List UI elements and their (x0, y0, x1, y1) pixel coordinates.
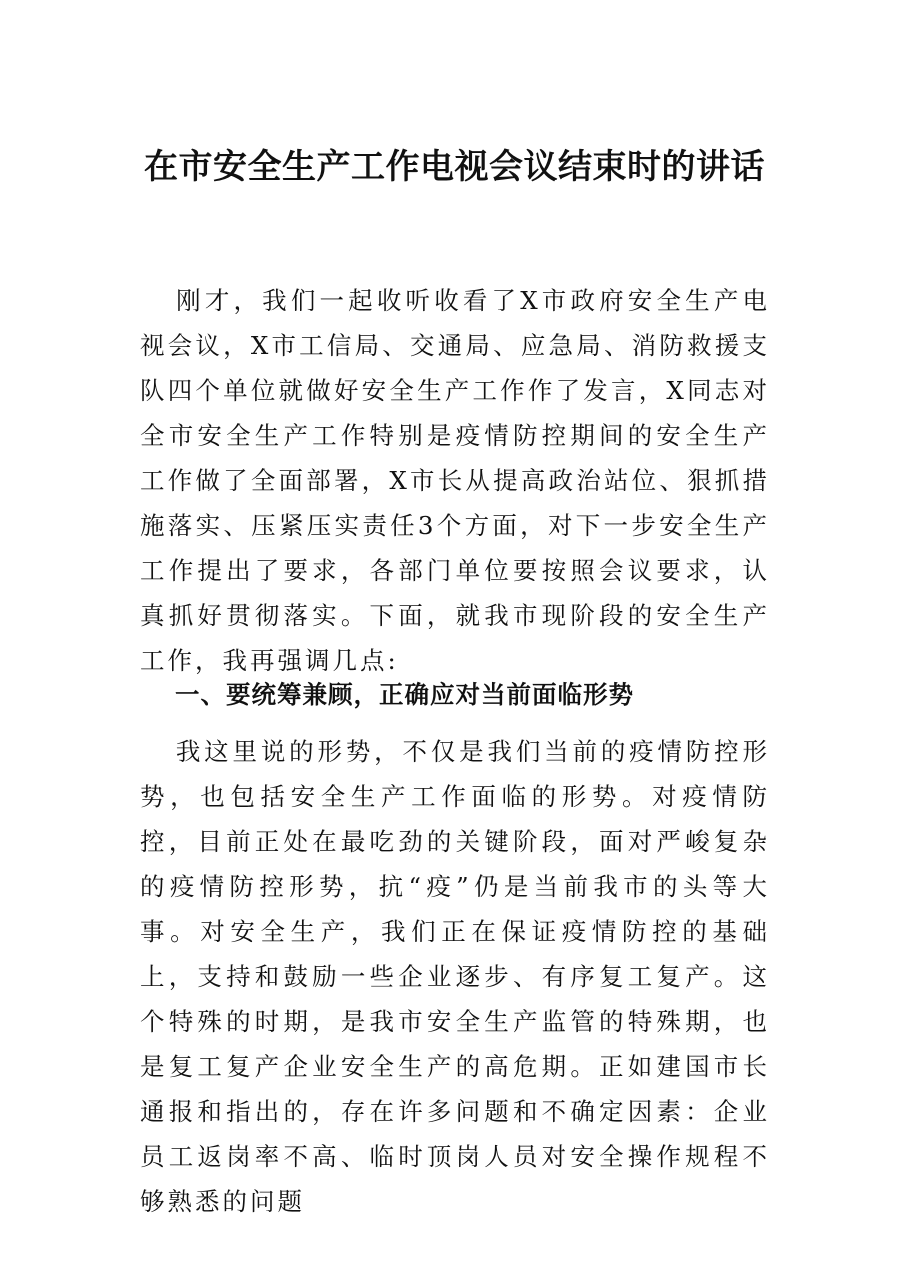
body-paragraph-1 (140, 278, 770, 683)
section-1-heading: 一、要统筹兼顾，正确应对当前面临形势 (175, 680, 634, 709)
body-paragraph-1-text: 刚才，我们一起收听收看了X市政府安全生产电视会议，X市工信局、交通局、应急局、消防救援支队四个单位就做好安全生产工作作了发言，X同志对全市安全生产工作特别是疫情防控期间的安全生产工作做了全面部署，X市长从提高政治站位、狠抓措施落实、压紧压实责任3个方面，对下一步安全生产工作提出了要求，各部门单位要按照会议要求，认真抓好贯彻落实。下面，就我市现阶段的安全生产工作，我再强调几点: (140, 286, 770, 675)
body-paragraph-2 (140, 729, 770, 1224)
body-paragraph-2-text: 我这里说的形势，不仅是我们当前的疫情防控形势，也包括安全生产工作面临的形势。对疫情防控，目前正处在最吃劲的关键阶段，面对严峻复杂的疫情防控形势，抗“疫”仍是当前我市的头等大事。对安全生产，我们正在保证疫情防控的基础上，支持和鼓励一些企业逐步、有序复工复产。这个特殊的时期，是我市安全生产监管的特殊期，也是复工复产企业安全生产的高危期。正如建国市长通报和指出的，存在许多问题和不确定因素：企业员工返岗率不高、临时顶岗人员对安全操作规程不够熟悉的问题 (140, 737, 770, 1216)
document-title: 在市安全生产工作电视会议结束时的讲话 (144, 147, 765, 187)
